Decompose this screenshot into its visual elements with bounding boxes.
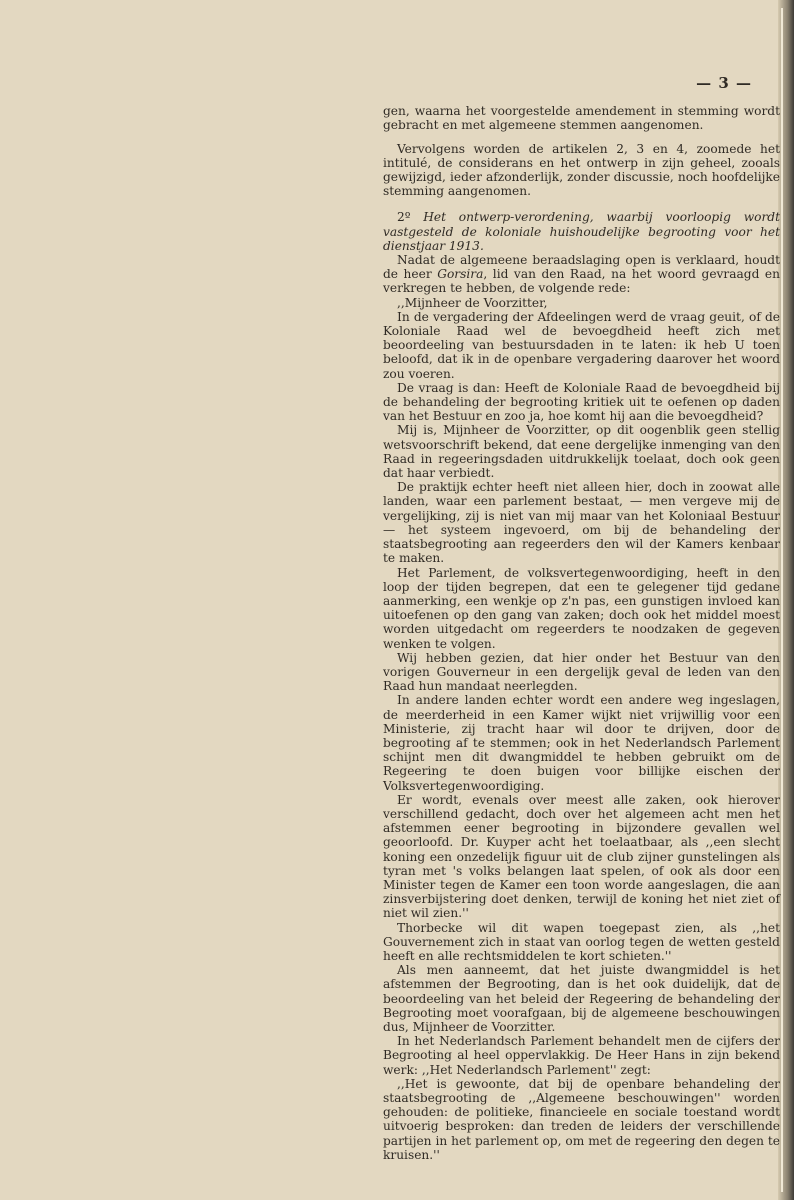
intro-paragraph-2: Vervolgens worden de artikelen 2, 3 en 4, zoomede het intitulé, de considerans en het ontwerp in zijn geheel, zooals gewijzigd, ieder afzonderlijk, zonder discussie, noch hoofdelijke stemming aangenomen. [383, 141, 780, 199]
speaker-name: Gorsira [437, 267, 484, 282]
speech-paragraph: Wij hebben gezien, dat hier onder het Bestuur van den vorigen Gouverneur in een dergelijk geval de leden van den Raad hun mandaat neerlegden. [383, 650, 780, 694]
section-heading [383, 210, 780, 253]
speech-paragraph: De praktijk echter heeft niet alleen hier, doch in zoowat alle landen, waar een parlement bestaat, — men vergeve mij de vergelijking, zij is niet van mij maar van het Koloniaal Bestuur — het systeem ingevoerd, om bij de behandeling der staatsbegrooting aan regeerders den wil der Kamers kenbaar te maken. [383, 480, 780, 566]
page-number: — 3 — [696, 74, 752, 92]
speech-intro-after: , lid van den Raad, na het woord gevraagd en verkregen te hebben, de volgende rede: [383, 267, 780, 296]
speech-paragraph: ,,Het is gewoonte, dat bij de openbare behandeling der staatsbegrooting de ,,Algemeene beschouwingen'' worden gehouden: de politieke, financieele en sociale toestand wordt uitvoerig besproken: dan treden de leiders der verschillende partijen in het parlement op, om met de regeering den degen te kruisen.'' [383, 1076, 780, 1162]
speech-intro [383, 253, 780, 296]
speech-paragraph: In andere landen echter wordt een andere weg ingeslagen, de meerderheid in een Kamer wijkt niet vrijwillig voor een Ministerie, zij tracht haar wil door te drijven, door de begrooting af te stemmen; ook in het Nederlandsch Parlement schijnt men dit dwangmiddel te hebben gebruikt om de Regeering te doen buigen voor billijke eischen der Volksvertegenwoordiging. [383, 693, 780, 793]
intro-paragraph-1: gen, waarna het voorgestelde amendement in stemming wordt gebracht en met algemeene stemmen aangenomen. [383, 104, 780, 133]
speech-paragraph: Thorbecke wil dit wapen toegepast zien, als ,,het Gouvernement zich in staat van oorlog tegen de wetten gesteld heeft en alle rechtsmiddelen te kort schieten.'' [383, 920, 780, 963]
section-number: 2º [397, 210, 411, 225]
speech-paragraph: Het Parlement, de volksvertegenwoordiging, heeft in den loop der tijden begrepen, dat een te gelegener tijd gedane aanmerking, een wenkje op z'n pas, een gunstigen invloed kan uitoefenen op den gang van zaken; doch ook het middel moest worden uitgedacht om regeerders te noodzaken de gegeven wenken te volgen. [383, 565, 780, 651]
speech-paragraph: Er wordt, evenals over meest alle zaken, ook hierover verschillend gedacht, doch over het algemeen acht men het afstemmen eener begrooting in bijzondere gevallen wel geoorloofd. Dr. Kuyper acht het toelaatbaar, als ,,een slecht koning een onzedelijk figuur uit de club zijner gunstelingen als tyran met 's volks belangen laat spelen, of ook als door een Minister tegen de Kamer een toon worde aangeslagen, die aan zinsverbijstering doet denken, terwijl de koning het niet ziet of niet wil zien.'' [383, 792, 780, 921]
speech-paragraph: In het Nederlandsch Parlement behandelt men de cijfers der Begrooting al heel oppervlakkig. De Heer Hans in zijn bekend werk: ,,Het Nederlandsch Parlement'' zegt: [383, 1034, 780, 1077]
speech-paragraph: In de vergadering der Afdeelingen werd de vraag geuit, of de Koloniale Raad wel de bevoegdheid heeft zich met beoordeeling van bestuursdaden in te laten: ik heb U toen beloofd, dat ik in de openbare vergadering daarover het woord zou voeren. [383, 309, 780, 381]
speech-paragraph: Als men aanneemt, dat het juiste dwangmiddel is het afstemmen der Begrooting, dan is het ook duidelijk, dat de beoordeeling van het beleid der Regeering de behandeling der Begrooting moet voorafgaan, bij de algemeene beschouwingen dus, Mijnheer de Voorzitter. [383, 963, 780, 1034]
page-edge [778, 0, 794, 1200]
speech-paragraph: ,,Mijnheer de Voorzitter, [397, 295, 548, 310]
speech-paragraph: De vraag is dan: Heeft de Koloniale Raad de bevoegdheid bij de behandeling der begrooting kritiek uit te oefenen op daden van het Bestuur en zoo ja, hoe komt hij aan die bevoegdheid? [383, 380, 780, 424]
speech-intro-before: Nadat de algemeene beraadslaging open is verklaard, houdt de heer [383, 253, 780, 282]
section-title: Het ontwerp-verordening, waarbij voorloopig wordt vastgesteld de koloniale huishoudelijke begrooting voor het dienstjaar 1913. [383, 210, 780, 253]
speech-paragraph: Mij is, Mijnheer de Voorzitter, op dit oogenblik geen stellig wetsvoorschrift bekend, dat eene dergelijke inmenging van den Raad in regeeringsdaden uitdrukkelijk toelaat, doch ook geen dat haar verbiedt. [383, 423, 780, 481]
text-column [383, 76, 780, 1162]
